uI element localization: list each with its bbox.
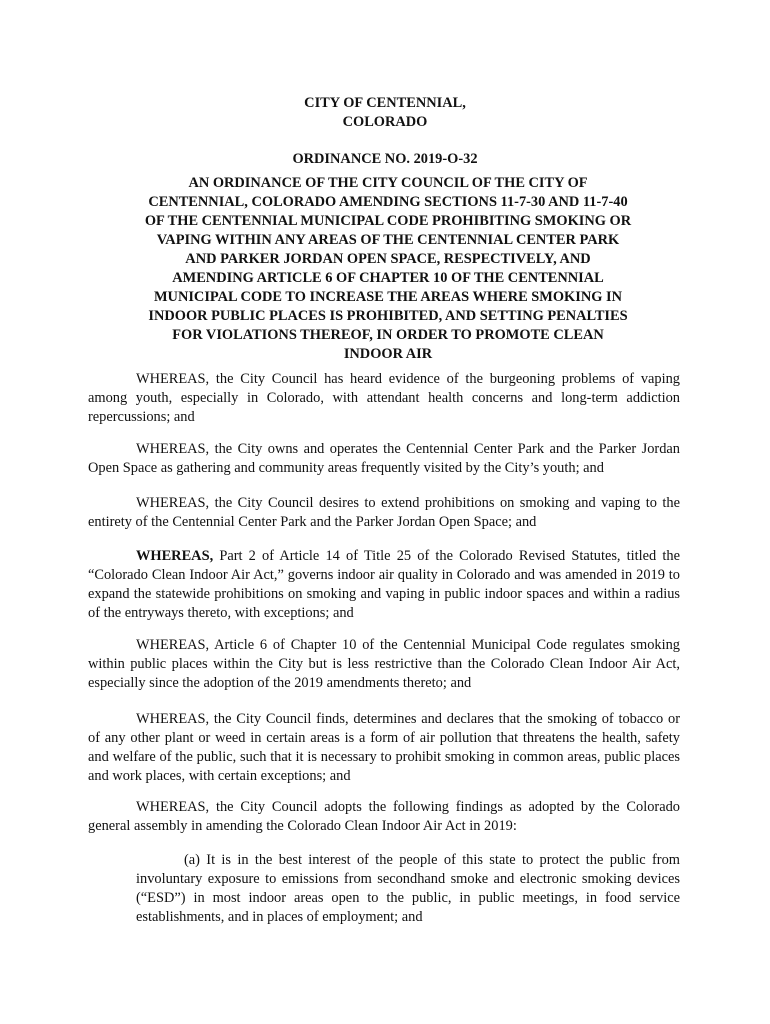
recital-text: WHEREAS, the City Council adopts the following findings as adopted by the Colorado general assembly in amending the Colorado Clean Indoor Air Act in 2019: — [88, 799, 680, 834]
ordinance-number: ORDINANCE NO. 2019-O-32 — [292, 151, 478, 167]
recital-body: Part 2 of Article 14 of Title 25 of the Colorado Revised Statutes, titled the “Colorado Clean Indoor Air Act,” governs indoor air quality in Colorado and was amended in 2019 to expand the statewide prohibitions on smoking and vaping in public indoor spaces and within a radius of the entryways thereto, with exceptions; and — [88, 548, 680, 621]
ordinance-title — [130, 174, 646, 364]
title-line: VAPING WITHIN ANY AREAS OF THE CENTENNIAL CENTER PARK — [156, 232, 620, 248]
recital-text: WHEREAS, the City Council has heard evidence of the burgeoning problems of vaping among youth, especially in Colorado, with attendant health concerns and long-term addiction repercussions; and — [88, 371, 680, 425]
city-line-1: CITY OF CENTENNIAL, — [304, 95, 466, 111]
whereas-bold-lead: WHEREAS, — [136, 548, 214, 564]
recital-paragraph — [88, 798, 680, 836]
title-line: CENTENNIAL, COLORADO AMENDING SECTIONS 11-7-30 AND 11-7-40 — [148, 194, 628, 210]
recital-text: WHEREAS, the City Council finds, determines and declares that the smoking of tobacco or of any other plant or weed in certain areas is a form of air pollution that threatens the health, safety and welfare of the public, such that it is necessary to prohibit smoking in common areas, public places and work places, with certain exceptions; and — [88, 711, 680, 784]
title-line: FOR VIOLATIONS THEREOF, IN ORDER TO PROMOTE CLEAN — [172, 327, 604, 343]
recital-paragraph — [88, 440, 680, 478]
city-line-2: COLORADO — [342, 114, 428, 130]
recital-paragraph — [88, 547, 680, 623]
title-line: AN ORDINANCE OF THE CITY COUNCIL OF THE CITY OF — [188, 175, 588, 191]
recital-text: WHEREAS, the City Council desires to extend prohibitions on smoking and vaping to the entirety of the Centennial Center Park and the Parker Jordan Open Space; and — [88, 495, 680, 530]
title-line: AND PARKER JORDAN OPEN SPACE, RESPECTIVELY, AND — [185, 251, 591, 267]
recital-text: WHEREAS, Article 6 of Chapter 10 of the Centennial Municipal Code regulates smoking within public places within the City but is less restrictive than the Colorado Clean Indoor Air Act, especially since the adoption of the 2019 amendments thereto; and — [88, 637, 680, 691]
title-line: MUNICIPAL CODE TO INCREASE THE AREAS WHERE SMOKING IN — [153, 289, 623, 305]
finding-a — [136, 851, 680, 927]
city-heading — [0, 94, 770, 132]
recital-text: WHEREAS, the City owns and operates the Centennial Center Park and the Parker Jordan Open Space as gathering and community areas frequently visited by the City’s youth; and — [88, 441, 680, 476]
recital-paragraph — [88, 370, 680, 427]
recital-paragraph — [88, 494, 680, 532]
title-line: AMENDING ARTICLE 6 OF CHAPTER 10 OF THE CENTENNIAL — [172, 270, 604, 286]
title-line: INDOOR AIR — [343, 346, 433, 362]
title-line: INDOOR PUBLIC PLACES IS PROHIBITED, AND SETTING PENALTIES — [148, 308, 628, 324]
recital-paragraph — [88, 636, 680, 693]
recital-paragraph — [88, 710, 680, 786]
finding-a-text: (a) It is in the best interest of the people of this state to protect the public from involuntary exposure to emissions from secondhand smoke and electronic smoking devices (“ESD”) in most indoor areas open to the public, in public meetings, in food service establishments, and in places of employment; and — [136, 852, 680, 925]
title-line: OF THE CENTENNIAL MUNICIPAL CODE PROHIBITING SMOKING OR — [144, 213, 632, 229]
recital-text — [88, 547, 680, 623]
